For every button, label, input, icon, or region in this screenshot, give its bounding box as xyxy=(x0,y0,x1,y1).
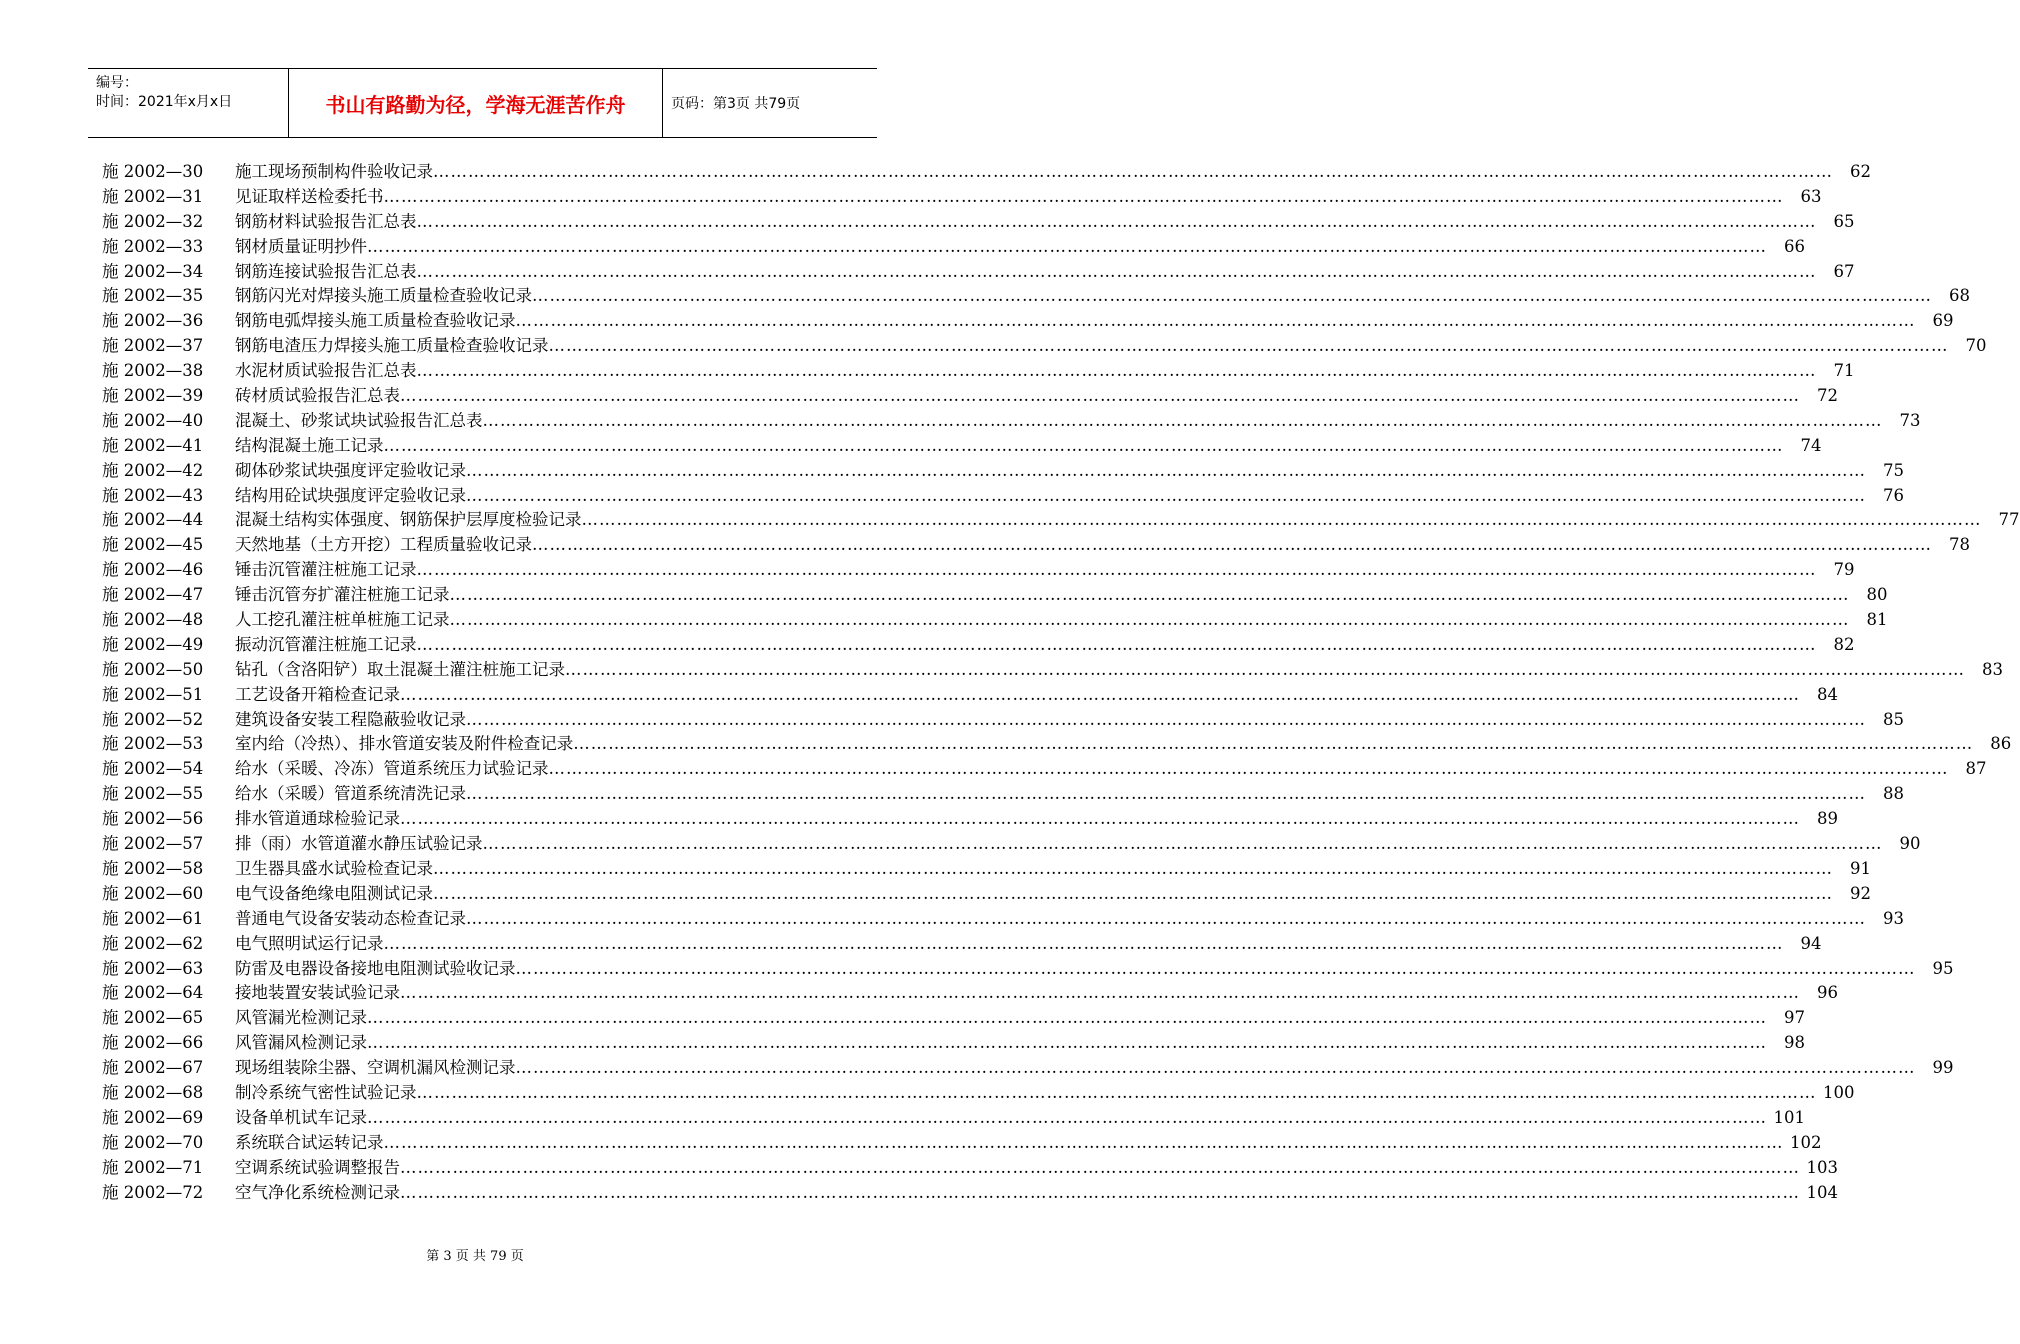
toc-row xyxy=(102,757,1987,782)
toc-leader-dots: …………………………………………………………………………………………………………………………………………………………………………………………………………………… xyxy=(416,560,1817,580)
toc-code: 施 2002—38 xyxy=(102,361,204,381)
toc-page-number: 69 xyxy=(1932,311,1954,331)
toc-code: 施 2002—46 xyxy=(102,560,204,580)
toc-title: 钻孔（含洛阳铲）取土混凝土灌注桩施工记录 xyxy=(235,659,565,679)
toc-page-number: 88 xyxy=(1883,784,1904,804)
toc-row xyxy=(102,210,1855,235)
toc-title: 设备单机试车记录 xyxy=(235,1107,367,1127)
toc-title: 空调系统试验调整报告 xyxy=(235,1157,400,1177)
toc-entry xyxy=(235,384,1838,409)
toc-row xyxy=(102,683,1838,708)
toc-page-number: 91 xyxy=(1850,858,1871,878)
toc-leader-dots: …………………………………………………………………………………………………………………………………………………………………………………………………………………… xyxy=(416,361,1817,381)
toc-code: 施 2002—61 xyxy=(102,908,204,928)
toc-page-number: 77 xyxy=(1998,510,2020,530)
toc-entry xyxy=(235,558,1855,583)
toc-leader-dots: …………………………………………………………………………………………………………………………………………………………………………………………………………………… xyxy=(416,211,1817,231)
toc-title: 工艺设备开箱检查记录 xyxy=(235,684,400,704)
toc-entry xyxy=(235,533,1970,558)
toc-entry xyxy=(235,633,1855,658)
toc-entry xyxy=(235,309,1954,334)
header-info xyxy=(88,69,289,137)
toc-leader-dots: …………………………………………………………………………………………………………………………………………………………………………………………………………………… xyxy=(532,535,1932,555)
toc-code: 施 2002—43 xyxy=(102,485,204,505)
header-number-label: 编号： xyxy=(96,75,138,91)
toc-code: 施 2002—63 xyxy=(102,958,204,978)
toc-row xyxy=(102,857,1871,882)
toc-leader-dots: …………………………………………………………………………………………………………………………………………………………………………………………………………………… xyxy=(367,1107,1767,1127)
toc-leader-dots: …………………………………………………………………………………………………………………………………………………………………………………………………………………… xyxy=(433,858,1833,878)
toc-row xyxy=(102,235,1805,260)
toc-page-number: 86 xyxy=(1990,734,2012,754)
toc-code: 施 2002—47 xyxy=(102,585,204,605)
toc-page-number: 83 xyxy=(1982,659,2003,679)
toc-code: 施 2002—32 xyxy=(102,211,204,231)
toc-entry xyxy=(235,708,1904,733)
toc-page-number: 65 xyxy=(1833,211,1855,231)
toc-code: 施 2002—37 xyxy=(102,336,204,356)
toc-code: 施 2002—36 xyxy=(102,311,204,331)
toc-row xyxy=(102,334,1987,359)
toc-entry xyxy=(235,1031,1805,1056)
toc-code: 施 2002—71 xyxy=(102,1157,204,1177)
toc-title: 钢筋电渣压力焊接头施工质量检查验收记录 xyxy=(235,336,549,356)
header-date: 时间：2021年x月x日 xyxy=(96,94,233,110)
toc-page-number: 84 xyxy=(1817,684,1838,704)
toc-code: 施 2002—35 xyxy=(102,286,204,306)
toc-leader-dots: …………………………………………………………………………………………………………………………………………………………………………………………………………………… xyxy=(416,634,1817,654)
toc-leader-dots: …………………………………………………………………………………………………………………………………………………………………………………………………………………… xyxy=(565,659,1965,679)
toc-entry xyxy=(235,1106,1805,1131)
toc-leader-dots: …………………………………………………………………………………………………………………………………………………………………………………………………………………… xyxy=(367,1033,1767,1053)
toc-title: 锤击沉管灌注桩施工记录 xyxy=(235,560,417,580)
toc-entry xyxy=(235,284,1970,309)
toc-title: 水泥材质试验报告汇总表 xyxy=(235,361,417,381)
toc-row xyxy=(102,782,1904,807)
toc-entry xyxy=(235,807,1838,832)
toc-page-number: 76 xyxy=(1883,485,1904,505)
toc-entry xyxy=(235,658,2003,683)
toc-leader-dots: …………………………………………………………………………………………………………………………………………………………………………………………………………………… xyxy=(383,933,1784,953)
toc-code: 施 2002—49 xyxy=(102,634,204,654)
toc-leader-dots: …………………………………………………………………………………………………………………………………………………………………………………………………………………… xyxy=(400,684,1800,704)
toc-row xyxy=(102,459,1904,484)
toc-title: 人工挖孔灌注桩单桩施工记录 xyxy=(235,610,450,630)
toc-page-number: 72 xyxy=(1817,386,1838,406)
toc-row xyxy=(102,932,1822,957)
toc-code: 施 2002—70 xyxy=(102,1132,204,1152)
toc-code: 施 2002—65 xyxy=(102,1008,204,1028)
toc-page-number: 63 xyxy=(1800,186,1822,206)
toc-row xyxy=(102,1181,1838,1206)
toc-leader-dots: …………………………………………………………………………………………………………………………………………………………………………………………………………………… xyxy=(515,1058,1916,1078)
toc-code: 施 2002—55 xyxy=(102,784,204,804)
toc-entry xyxy=(235,1131,1822,1156)
toc-code: 施 2002—40 xyxy=(102,410,204,430)
toc-page-number: 68 xyxy=(1949,286,1970,306)
toc-page-number: 70 xyxy=(1965,336,1987,356)
toc-entry xyxy=(235,732,2012,757)
toc-title: 给水（采暖）管道系统清洗记录 xyxy=(235,784,466,804)
toc-title: 见证取样送检委托书 xyxy=(235,186,384,206)
toc-row xyxy=(102,633,1855,658)
toc-title: 给水（采暖、冷冻）管道系统压力试验记录 xyxy=(235,759,549,779)
toc-leader-dots: …………………………………………………………………………………………………………………………………………………………………………………………………………………… xyxy=(416,261,1817,281)
toc-code: 施 2002—62 xyxy=(102,933,204,953)
toc-page-number: 102 xyxy=(1790,1132,1822,1152)
toc-entry xyxy=(235,857,1871,882)
toc-row xyxy=(102,434,1822,459)
toc-leader-dots: …………………………………………………………………………………………………………………………………………………………………………………………………………………… xyxy=(581,510,1982,530)
toc-entry xyxy=(235,1056,1954,1081)
toc-entry xyxy=(235,757,1987,782)
toc-title: 风管漏风检测记录 xyxy=(235,1033,367,1053)
toc-entry xyxy=(235,981,1838,1006)
toc-leader-dots: …………………………………………………………………………………………………………………………………………………………………………………………………………………… xyxy=(383,435,1784,455)
toc-code: 施 2002—64 xyxy=(102,983,204,1003)
toc-page-number: 75 xyxy=(1883,460,1904,480)
toc-code: 施 2002—56 xyxy=(102,809,204,829)
toc-code: 施 2002—50 xyxy=(102,659,204,679)
toc-code: 施 2002—45 xyxy=(102,535,204,555)
toc-entry xyxy=(235,832,1921,857)
toc-page-number: 96 xyxy=(1817,983,1838,1003)
toc-leader-dots: …………………………………………………………………………………………………………………………………………………………………………………………………………………… xyxy=(466,485,1866,505)
toc-code: 施 2002—54 xyxy=(102,759,204,779)
toc-page-number: 79 xyxy=(1833,560,1855,580)
table-of-contents xyxy=(102,160,2020,1205)
toc-entry xyxy=(235,1181,1838,1206)
toc-leader-dots: …………………………………………………………………………………………………………………………………………………………………………………………………………………… xyxy=(400,386,1800,406)
toc-row xyxy=(102,1131,1822,1156)
toc-page-number: 104 xyxy=(1806,1182,1838,1202)
toc-code: 施 2002—34 xyxy=(102,261,204,281)
toc-code: 施 2002—30 xyxy=(102,162,204,181)
toc-code: 施 2002—39 xyxy=(102,386,204,406)
toc-row xyxy=(102,608,1888,633)
toc-code: 施 2002—31 xyxy=(102,186,204,206)
toc-leader-dots: …………………………………………………………………………………………………………………………………………………………………………………………………………………… xyxy=(449,585,1850,605)
toc-entry xyxy=(235,334,1987,359)
toc-leader-dots: …………………………………………………………………………………………………………………………………………………………………………………………………………………… xyxy=(433,162,1833,181)
toc-row xyxy=(102,981,1838,1006)
toc-entry xyxy=(235,359,1855,384)
toc-title: 施工现场预制构件验收记录 xyxy=(235,162,433,181)
toc-leader-dots: …………………………………………………………………………………………………………………………………………………………………………………………………………………… xyxy=(400,1157,1800,1177)
toc-leader-dots: …………………………………………………………………………………………………………………………………………………………………………………………………………………… xyxy=(482,834,1883,854)
toc-entry xyxy=(235,508,2020,533)
toc-row xyxy=(102,558,1855,583)
toc-row xyxy=(102,658,2003,683)
toc-title: 天然地基（土方开挖）工程质量验收记录 xyxy=(235,535,532,555)
toc-entry xyxy=(235,459,1904,484)
toc-entry xyxy=(235,608,1888,633)
toc-leader-dots: …………………………………………………………………………………………………………………………………………………………………………………………………………………… xyxy=(548,336,1949,356)
toc-title: 砌体砂浆试块强度评定验收记录 xyxy=(235,460,466,480)
toc-title: 电气照明试运行记录 xyxy=(235,933,384,953)
toc-code: 施 2002—42 xyxy=(102,460,204,480)
toc-page-number: 78 xyxy=(1949,535,1970,555)
toc-page-number: 89 xyxy=(1817,809,1838,829)
toc-code: 施 2002—52 xyxy=(102,709,204,729)
toc-entry xyxy=(235,160,1871,185)
toc-leader-dots: …………………………………………………………………………………………………………………………………………………………………………………………………………………… xyxy=(400,983,1800,1003)
toc-entry xyxy=(235,782,1904,807)
toc-entry xyxy=(235,185,1822,210)
toc-row xyxy=(102,832,1921,857)
toc-leader-dots: …………………………………………………………………………………………………………………………………………………………………………………………………………………… xyxy=(383,1132,1784,1152)
toc-title: 现场组装除尘器、空调机漏风检测记录 xyxy=(235,1058,516,1078)
toc-leader-dots: …………………………………………………………………………………………………………………………………………………………………………………………………………………… xyxy=(400,1182,1800,1202)
toc-row xyxy=(102,484,1904,509)
toc-leader-dots: …………………………………………………………………………………………………………………………………………………………………………………………………………………… xyxy=(466,460,1866,480)
toc-page-number: 73 xyxy=(1899,410,1921,430)
toc-row xyxy=(102,1156,1838,1181)
toc-title: 砖材质试验报告汇总表 xyxy=(235,386,400,406)
toc-code: 施 2002—57 xyxy=(102,834,204,854)
toc-page-number: 100 xyxy=(1823,1082,1855,1102)
toc-row xyxy=(102,1056,1954,1081)
toc-title: 风管漏光检测记录 xyxy=(235,1008,367,1028)
toc-row xyxy=(102,533,1970,558)
toc-entry xyxy=(235,583,1888,608)
toc-entry xyxy=(235,1081,1855,1106)
toc-code: 施 2002—44 xyxy=(102,510,204,530)
toc-row xyxy=(102,1031,1805,1056)
toc-entry xyxy=(235,683,1838,708)
toc-entry xyxy=(235,235,1805,260)
toc-leader-dots: …………………………………………………………………………………………………………………………………………………………………………………………………………………… xyxy=(466,908,1866,928)
toc-title: 钢筋电弧焊接头施工质量检查验收记录 xyxy=(235,311,516,331)
toc-page-number: 95 xyxy=(1932,958,1954,978)
toc-page-number: 90 xyxy=(1899,834,1921,854)
toc-leader-dots: …………………………………………………………………………………………………………………………………………………………………………………………………………………… xyxy=(515,311,1916,331)
toc-row xyxy=(102,882,1871,907)
toc-title: 钢筋连接试验报告汇总表 xyxy=(235,261,417,281)
toc-code: 施 2002—51 xyxy=(102,684,204,704)
toc-title: 建筑设备安装工程隐蔽验收记录 xyxy=(235,709,466,729)
toc-code: 施 2002—67 xyxy=(102,1058,204,1078)
toc-title: 振动沉管灌注桩施工记录 xyxy=(235,634,417,654)
toc-entry xyxy=(235,484,1904,509)
toc-entry xyxy=(235,210,1855,235)
toc-page-number: 101 xyxy=(1773,1107,1805,1127)
toc-entry xyxy=(235,434,1822,459)
toc-code: 施 2002—58 xyxy=(102,858,204,878)
toc-code: 施 2002—72 xyxy=(102,1182,204,1202)
toc-leader-dots: …………………………………………………………………………………………………………………………………………………………………………………………………………………… xyxy=(548,759,1949,779)
toc-page-number: 87 xyxy=(1965,759,1987,779)
toc-row xyxy=(102,384,1838,409)
toc-leader-dots: …………………………………………………………………………………………………………………………………………………………………………………………………………………… xyxy=(532,286,1932,306)
toc-entry xyxy=(235,409,1921,434)
toc-title: 制冷系统气密性试验记录 xyxy=(235,1082,417,1102)
toc-row xyxy=(102,907,1904,932)
header-slogan: 书山有路勤为径，学海无涯苦作舟 xyxy=(289,69,663,137)
toc-code: 施 2002—53 xyxy=(102,734,204,754)
toc-leader-dots: …………………………………………………………………………………………………………………………………………………………………………………………………………………… xyxy=(449,610,1850,630)
toc-leader-dots: …………………………………………………………………………………………………………………………………………………………………………………………………………………… xyxy=(383,186,1784,206)
toc-row xyxy=(102,807,1838,832)
toc-row xyxy=(102,359,1855,384)
toc-page-number: 92 xyxy=(1850,883,1871,903)
toc-page-number: 62 xyxy=(1850,162,1871,181)
toc-code: 施 2002—69 xyxy=(102,1107,204,1127)
toc-row xyxy=(102,1006,1805,1031)
toc-entry xyxy=(235,932,1822,957)
toc-row xyxy=(102,284,1970,309)
toc-code: 施 2002—41 xyxy=(102,435,204,455)
page-footer: 第 3 页 共 79 页 xyxy=(426,1249,524,1264)
toc-leader-dots: …………………………………………………………………………………………………………………………………………………………………………………………………………………… xyxy=(433,883,1833,903)
toc-page-number: 71 xyxy=(1833,361,1855,381)
toc-row xyxy=(102,309,1954,334)
toc-title: 室内给（冷热）、排水管道安装及附件检查记录 xyxy=(235,734,574,754)
toc-row xyxy=(102,1106,1805,1131)
toc-row xyxy=(102,708,1904,733)
toc-row xyxy=(102,732,2012,757)
toc-title: 防雷及电器设备接地电阻测试验收记录 xyxy=(235,958,516,978)
toc-page-number: 74 xyxy=(1800,435,1822,455)
toc-title: 钢材质量证明抄件 xyxy=(235,236,367,256)
toc-code: 施 2002—68 xyxy=(102,1082,204,1102)
toc-leader-dots: …………………………………………………………………………………………………………………………………………………………………………………………………………………… xyxy=(466,784,1866,804)
toc-page-number: 66 xyxy=(1784,236,1805,256)
toc-code: 施 2002—60 xyxy=(102,883,204,903)
toc-title: 锤击沉管夯扩灌注桩施工记录 xyxy=(235,585,450,605)
toc-entry xyxy=(235,907,1904,932)
toc-entry xyxy=(235,1006,1805,1031)
toc-entry xyxy=(235,957,1954,982)
toc-page-number: 80 xyxy=(1866,585,1888,605)
toc-row xyxy=(102,583,1888,608)
toc-row xyxy=(102,160,1871,185)
toc-entry xyxy=(235,260,1855,285)
toc-leader-dots: …………………………………………………………………………………………………………………………………………………………………………………………………………………… xyxy=(515,958,1916,978)
toc-title: 钢筋闪光对焊接头施工质量检查验收记录 xyxy=(235,286,532,306)
toc-title: 混凝土结构实体强度、钢筋保护层厚度检验记录 xyxy=(235,510,582,530)
toc-title: 卫生器具盛水试验检查记录 xyxy=(235,858,433,878)
toc-page-number: 81 xyxy=(1866,610,1888,630)
toc-page-number: 67 xyxy=(1833,261,1855,281)
header-page-info: 页码：第3页 共79页 xyxy=(671,96,801,112)
toc-code: 施 2002—33 xyxy=(102,236,204,256)
toc-row xyxy=(102,508,2020,533)
toc-leader-dots: …………………………………………………………………………………………………………………………………………………………………………………………………………………… xyxy=(466,709,1866,729)
toc-page-number: 103 xyxy=(1806,1157,1838,1177)
toc-page-number: 85 xyxy=(1883,709,1904,729)
toc-leader-dots: …………………………………………………………………………………………………………………………………………………………………………………………………………………… xyxy=(367,1008,1767,1028)
toc-title: 电气设备绝缘电阻测试记录 xyxy=(235,883,433,903)
toc-page-number: 99 xyxy=(1932,1058,1954,1078)
toc-page-number: 98 xyxy=(1784,1033,1805,1053)
toc-leader-dots: …………………………………………………………………………………………………………………………………………………………………………………………………………………… xyxy=(416,1082,1817,1102)
toc-page-number: 93 xyxy=(1883,908,1904,928)
toc-row xyxy=(102,957,1954,982)
toc-leader-dots: …………………………………………………………………………………………………………………………………………………………………………………………………………………… xyxy=(367,236,1767,256)
toc-page-number: 97 xyxy=(1784,1008,1805,1028)
toc-title: 排（雨）水管道灌水静压试验记录 xyxy=(235,834,483,854)
toc-code: 施 2002—66 xyxy=(102,1033,204,1053)
toc-title: 系统联合试运转记录 xyxy=(235,1132,384,1152)
toc-row xyxy=(102,1081,1855,1106)
toc-leader-dots: …………………………………………………………………………………………………………………………………………………………………………………………………………………… xyxy=(573,734,1974,754)
toc-title: 接地装置安装试验记录 xyxy=(235,983,400,1003)
toc-title: 空气净化系统检测记录 xyxy=(235,1182,400,1202)
toc-title: 排水管道通球检验记录 xyxy=(235,809,400,829)
toc-leader-dots: …………………………………………………………………………………………………………………………………………………………………………………………………………………… xyxy=(400,809,1800,829)
page-header xyxy=(88,68,877,138)
toc-title: 结构用砼试块强度评定验收记录 xyxy=(235,485,466,505)
toc-entry xyxy=(235,882,1871,907)
toc-row xyxy=(102,185,1822,210)
toc-title: 普通电气设备安装动态检查记录 xyxy=(235,908,466,928)
toc-entry xyxy=(235,1156,1838,1181)
toc-row xyxy=(102,409,1921,434)
toc-page-number: 94 xyxy=(1800,933,1822,953)
toc-code: 施 2002—48 xyxy=(102,610,204,630)
toc-title: 结构混凝土施工记录 xyxy=(235,435,384,455)
toc-title: 混凝土、砂浆试块试验报告汇总表 xyxy=(235,410,483,430)
toc-leader-dots: …………………………………………………………………………………………………………………………………………………………………………………………………………………… xyxy=(482,410,1883,430)
toc-page-number: 82 xyxy=(1833,634,1855,654)
toc-row xyxy=(102,260,1855,285)
toc-title: 钢筋材料试验报告汇总表 xyxy=(235,211,417,231)
